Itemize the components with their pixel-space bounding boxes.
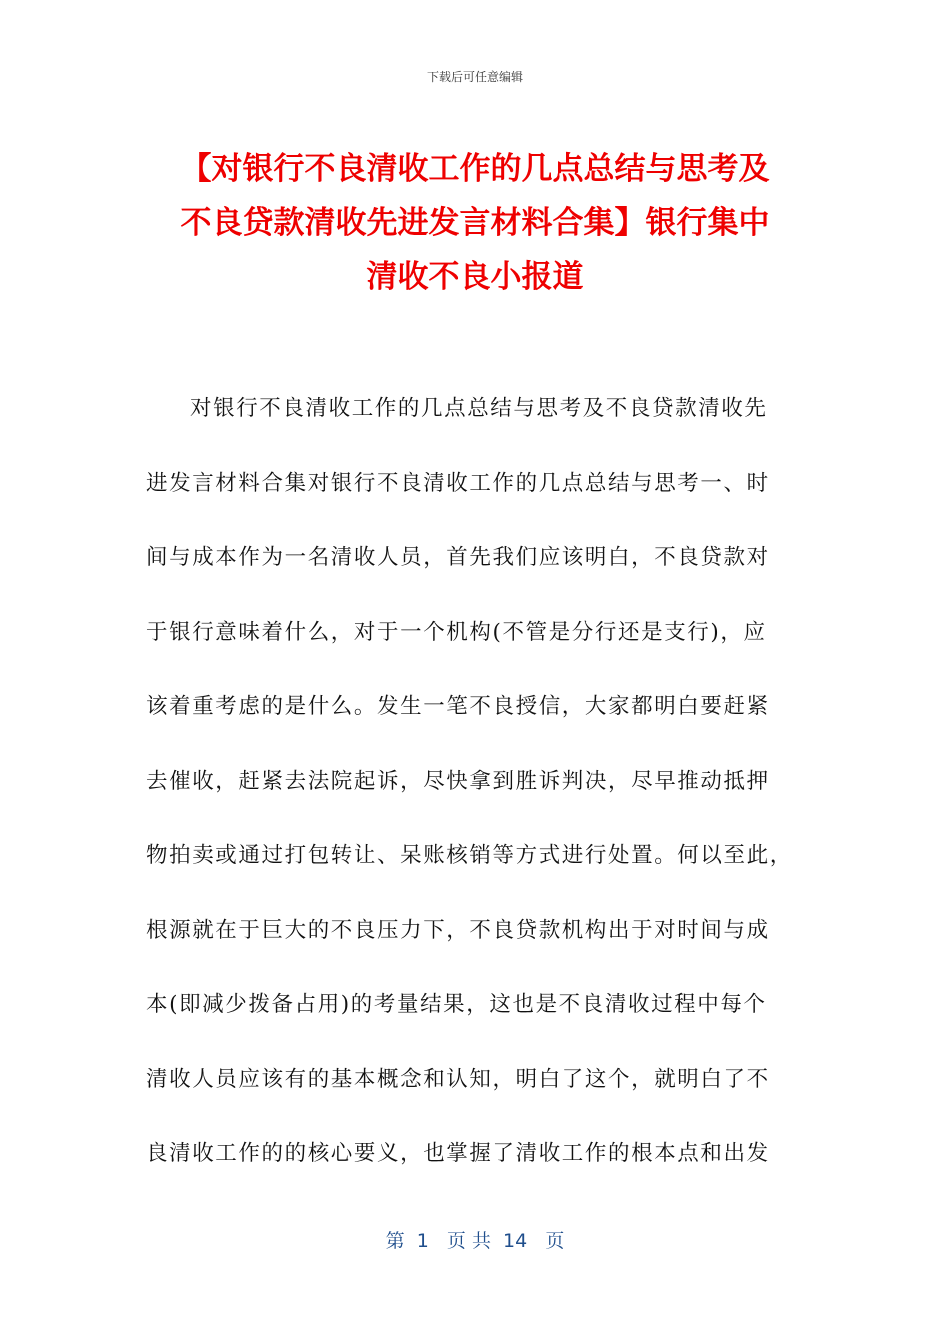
title-line: 清收不良小报道 [366,259,584,295]
title-line: 不良贷款清收先进发言材料合集】银行集中 [180,205,770,241]
body-line: 物拍卖或通过打包转让、呆账核销等方式进行处置。何以至此， [146,843,793,868]
body-line: 清收人员应该有的基本概念和认知，明白了这个，就明白了不 [146,1066,770,1092]
body-paragraph [146,372,806,1192]
header-note: 下载后可任意编辑 [426,70,523,84]
body-line: 于银行意味着什么，对于一个机构(不管是分行还是支行)，应 [146,619,767,645]
title-line: 【对银行不良清收工作的几点总结与思考及 [180,151,770,187]
body-line: 间与成本作为一名清收人员，首先我们应该明白，不良贷款对 [146,545,770,570]
body-line: 进发言材料合集对银行不良清收工作的几点总结与思考一、时 [146,470,770,496]
body-line: 根源就在于巨大的不良压力下，不良贷款机构出于对时间与成 [146,917,770,943]
body-line: 去催收，赶紧去法院起诉，尽快拿到胜诉判决，尽早推动抵押 [146,768,770,794]
page-number-footer: 第 1 页 共 14 页 [385,1230,565,1252]
body-line: 对银行不良清收工作的几点总结与思考及不良贷款清收先 [190,396,768,421]
body-line: 良清收工作的的核心要义，也掌握了清收工作的根本点和出发 [146,1141,770,1166]
document-title [130,142,820,304]
body-line: 本(即减少拨备占用)的考量结果，这也是不良清收过程中每个 [146,992,767,1017]
body-line: 该着重考虑的是什么。发生一笔不良授信，大家都明白要赶紧 [146,694,770,719]
